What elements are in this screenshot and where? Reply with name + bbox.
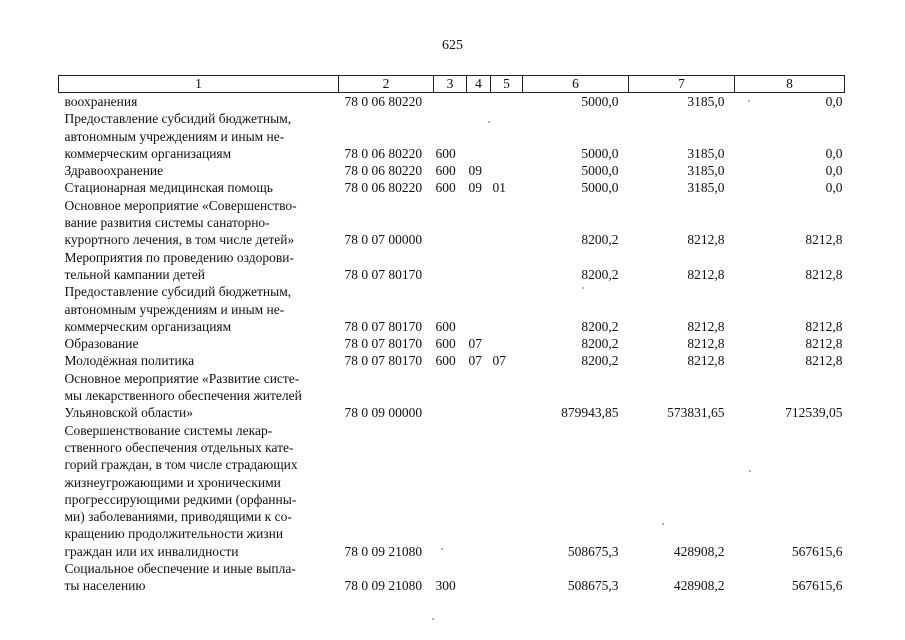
subsection-code: 01 <box>492 180 506 196</box>
subsection-code <box>491 422 523 560</box>
target-article-code: 78 0 07 80170 <box>344 318 423 334</box>
target-article-code: 78 0 06 80220 <box>344 180 423 196</box>
amount-col6: 508675,3 <box>567 578 619 594</box>
section-code <box>467 283 491 335</box>
target-article-code: 78 0 07 80170 <box>344 353 423 369</box>
section-code <box>467 110 491 162</box>
amount-col8: 8212,8 <box>805 318 843 334</box>
target-article-code: 78 0 07 00000 <box>344 232 423 248</box>
row-name: Основное мероприятие «Совершенство- вание развития системы санаторно- курортного лечения, в том числе детей» <box>64 197 297 248</box>
subsection-code <box>491 93 523 111</box>
section-code: 09 <box>468 180 482 196</box>
expense-type-code: 600 <box>435 163 456 179</box>
amount-col8: 0,0 <box>825 180 843 196</box>
amount-col8: 567615,6 <box>791 578 843 594</box>
amount-col6: 8200,2 <box>581 232 619 248</box>
amount-col8: 8212,8 <box>805 336 843 352</box>
amount-col8: 0,0 <box>825 163 843 179</box>
subsection-code <box>491 249 523 284</box>
section-code <box>467 370 491 422</box>
section-code <box>467 422 491 560</box>
amount-col7: 3185,0 <box>687 145 725 161</box>
table-row <box>59 335 845 352</box>
scan-speck <box>582 287 584 289</box>
subsection-code <box>491 110 523 162</box>
amount-col7: 3185,0 <box>687 163 725 179</box>
expense-type-code <box>434 93 467 111</box>
amount-col8: 567615,6 <box>791 543 843 559</box>
subsection-code: 07 <box>492 353 506 369</box>
amount-col8: 8212,8 <box>805 353 843 369</box>
section-code <box>467 249 491 284</box>
table-row <box>59 352 845 369</box>
amount-col6: 8200,2 <box>581 336 619 352</box>
amount-col6: 508675,3 <box>567 543 619 559</box>
table-row <box>59 370 845 422</box>
budget-table <box>58 75 845 595</box>
scan-speck <box>432 618 434 620</box>
amount-col7: 8212,8 <box>687 336 725 352</box>
section-code <box>467 560 491 595</box>
expense-type-code <box>434 249 467 284</box>
amount-col7: 8212,8 <box>687 266 725 282</box>
table-row <box>59 249 845 284</box>
expense-type-code: 300 <box>435 578 456 594</box>
row-name: Мероприятия по проведению оздорови- тельной кампании детей <box>64 249 294 282</box>
target-article-code: 78 0 06 80220 <box>344 145 423 161</box>
expense-type-code: 600 <box>435 180 456 196</box>
column-header: 5 <box>491 76 523 93</box>
target-article-code: 78 0 07 80170 <box>344 336 423 352</box>
amount-col6: 879943,85 <box>561 405 619 421</box>
amount-col6: 5000,0 <box>581 180 619 196</box>
scan-speck <box>662 523 664 525</box>
amount-col8: 712539,05 <box>785 405 843 421</box>
table-row <box>59 560 845 595</box>
scan-speck <box>749 470 751 472</box>
subsection-code <box>491 197 523 249</box>
amount-col7: 428908,2 <box>673 543 725 559</box>
row-name: Предоставление субсидий бюджетным, автономным учреждениям и иным не- коммерческим организациям <box>64 284 292 334</box>
amount-col7: 8212,8 <box>687 232 725 248</box>
amount-col8: 0,0 <box>825 145 843 161</box>
expense-type-code: 600 <box>435 353 456 369</box>
expense-type-code: 600 <box>435 145 456 161</box>
target-article-code: 78 0 06 80220 <box>344 94 423 109</box>
header-row <box>59 76 845 93</box>
table-row <box>59 110 845 162</box>
column-header: 6 <box>523 76 629 93</box>
scan-speck <box>488 121 490 123</box>
row-name: Стационарная медицинская помощь <box>64 180 273 196</box>
amount-col6: 8200,2 <box>581 266 619 282</box>
row-name: воохранения <box>64 94 138 109</box>
amount-col8: 8212,8 <box>805 266 843 282</box>
amount-col7: 8212,8 <box>687 353 725 369</box>
amount-col7: 8212,8 <box>687 318 725 334</box>
row-name: Молодёжная политика <box>64 353 195 369</box>
expense-type-code <box>434 422 467 560</box>
subsection-code <box>491 335 523 352</box>
amount-col6: 8200,2 <box>581 318 619 334</box>
subsection-code <box>491 162 523 179</box>
column-header: 4 <box>467 76 491 93</box>
expense-type-code <box>434 197 467 249</box>
expense-type-code <box>434 370 467 422</box>
table-body <box>59 93 845 595</box>
amount-col7: 3185,0 <box>687 180 725 196</box>
table-row <box>59 422 845 560</box>
row-name: Образование <box>64 336 139 352</box>
table-row <box>59 283 845 335</box>
amount-col7: 573831,65 <box>667 405 725 421</box>
target-article-code: 78 0 09 21080 <box>344 543 423 559</box>
column-header: 3 <box>434 76 467 93</box>
section-code <box>467 93 491 111</box>
table-row <box>59 93 845 111</box>
table-row <box>59 179 845 196</box>
section-code: 09 <box>468 163 482 179</box>
row-name: Предоставление субсидий бюджетным, автономным учреждениям и иным не- коммерческим организациям <box>64 111 292 161</box>
scan-speck <box>748 100 750 102</box>
amount-col7: 3185,0 <box>687 94 725 109</box>
column-header: 7 <box>629 76 735 93</box>
page-number: 625 <box>442 38 463 53</box>
table-row <box>59 197 845 249</box>
amount-col6: 8200,2 <box>581 353 619 369</box>
subsection-code <box>491 370 523 422</box>
row-name: Социальное обеспечение и иные выпла- ты населению <box>64 561 296 594</box>
amount-col8: 8212,8 <box>805 232 843 248</box>
table-header <box>59 76 845 93</box>
amount-col6: 5000,0 <box>581 163 619 179</box>
row-name: Основное мероприятие «Развитие систе- мы лекарственного обеспечения жителей Ульяновской области» <box>64 370 302 421</box>
amount-col8: 0,0 <box>825 94 843 109</box>
subsection-code <box>491 283 523 335</box>
amount-col6: 5000,0 <box>581 145 619 161</box>
table-row <box>59 162 845 179</box>
row-name: Здравоохранение <box>64 163 164 179</box>
section-code: 07 <box>468 336 482 352</box>
expense-type-code: 600 <box>435 336 456 352</box>
amount-col6: 5000,0 <box>581 94 619 109</box>
section-code: 07 <box>468 353 482 369</box>
row-name: Совершенствование системы лекар- ственного обеспечения отдельных кате- горий граждан, в том числе страдающих жизнеугрожающими и хроническими прогрессирующими редкими (орфанны- ми) заболеваниями, приводящими к со- кращению продолжительности жизни граждан или их инвалидности <box>64 422 298 559</box>
column-header: 8 <box>735 76 845 93</box>
amount-col7: 428908,2 <box>673 578 725 594</box>
scan-speck <box>441 548 443 550</box>
column-header: 2 <box>339 76 434 93</box>
target-article-code: 78 0 09 00000 <box>344 405 423 421</box>
target-article-code: 78 0 06 80220 <box>344 163 423 179</box>
target-article-code: 78 0 07 80170 <box>344 266 423 282</box>
target-article-code: 78 0 09 21080 <box>344 578 423 594</box>
section-code <box>467 197 491 249</box>
expense-type-code: 600 <box>435 318 456 334</box>
subsection-code <box>491 560 523 595</box>
column-header: 1 <box>59 76 339 93</box>
